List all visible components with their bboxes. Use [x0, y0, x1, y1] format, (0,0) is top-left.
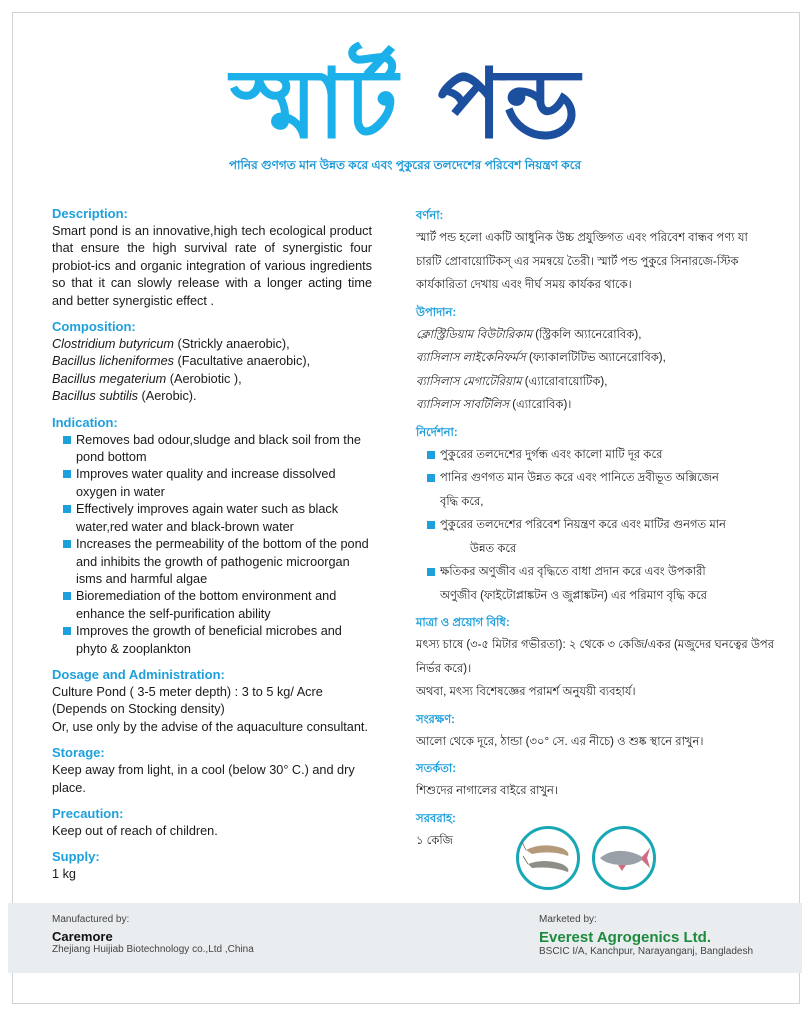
species-name: ব্যাসিলাস মেগাটেরিয়াম — [416, 375, 522, 388]
species-name: ব্যাসিলাস লাইকেনিফর্মস — [416, 352, 526, 364]
bullet-square-icon — [427, 521, 435, 529]
list-item — [52, 623, 372, 658]
dosage-text: মৎস্য চাষে (৩-৫ মিটার গভীরতা): ২ থেকে ৩ কেজি/একর (মজুদের ঘনত্বের উপর নির্ভর করে)। — [416, 639, 775, 675]
shrimp-icon — [516, 826, 580, 890]
composition-item — [416, 347, 776, 371]
marketer-name: Everest Agrogenics Ltd. — [539, 929, 711, 946]
dosage-text: Culture Pond ( 3-5 meter depth) : 3 to 5 kg/ Acre (Depends on Stocking density) — [52, 684, 323, 717]
list-item-text: পানির গুণগত মান উন্নত করে এবং পানিতে দ্রবীভূত অক্সিজেন — [440, 472, 719, 484]
list-item-continuation: উন্নত করে — [470, 542, 517, 555]
storage-text: আলো থেকে দূরে, ঠান্ডা (৩০° সে. এর নীচে) ও শুষ্ক স্থানে রাখুন। — [416, 735, 704, 748]
composition-item — [52, 388, 372, 405]
species-name: Bacillus megaterium — [52, 371, 167, 386]
bullet-square-icon — [63, 505, 71, 513]
list-item-text: পুকুরের তলদেশের পরিবেশ নিয়ন্ত্রণ করে এবং মাটির গুনগত মান — [440, 519, 726, 531]
section-heading: Description: — [52, 206, 128, 221]
dosage-alt-text: অথবা, মৎস্য বিশেষজ্ঞের পরামর্শ অনুযয়ী ব্যবহার্য। — [416, 686, 636, 698]
section-heading: উপাদান: — [416, 306, 457, 319]
species-note: (এ্যারোবিক)। — [509, 399, 572, 411]
species-note: (Aerobiotic ), — [166, 371, 242, 386]
precaution-text: Keep out of reach of children. — [52, 823, 218, 838]
list-item — [52, 588, 372, 623]
list-item — [52, 536, 372, 588]
section-heading: Storage: — [52, 745, 105, 761]
marketer-address: BSCIC I/A, Kanchpur, Narayanganj, Bangladesh — [539, 946, 754, 957]
title-part-pond: পন্ড — [437, 51, 580, 158]
english-column — [52, 205, 372, 892]
bullet-square-icon — [427, 568, 435, 576]
species-badges — [516, 826, 656, 890]
storage-text: Keep away from light, in a cool (below 30° C.) and dry place. — [52, 763, 355, 795]
list-item-text: Improves the growth of beneficial microbes and phyto & zooplankton — [76, 624, 342, 656]
indication-section — [416, 422, 776, 609]
supply-text: 1 kg — [52, 867, 76, 882]
species-note: (Facultative anaerobic), — [174, 354, 311, 369]
description-section — [52, 205, 372, 310]
fish-icon — [592, 826, 656, 890]
section-heading: Supply: — [52, 849, 100, 865]
section-heading: নির্দেশনা: — [416, 426, 458, 439]
composition-item — [52, 336, 372, 353]
species-name: Bacillus subtilis — [52, 389, 139, 404]
marketer-block — [539, 914, 753, 957]
composition-item — [52, 353, 372, 370]
section-heading: সরবরাহ: — [416, 812, 456, 825]
bullet-square-icon — [63, 436, 71, 444]
manufactured-by-label: Manufactured by: — [52, 914, 130, 925]
section-heading: মাত্রা ও প্রয়োগ বিধি: — [416, 617, 510, 629]
species-note: (এ্যারোবায়োটিক), — [521, 375, 608, 388]
title-part-smart: স্মার্ট — [230, 51, 398, 158]
supply-text: ১ কেজি — [416, 834, 453, 847]
product-title — [0, 40, 810, 170]
list-item — [416, 444, 776, 468]
composition-item — [416, 371, 776, 395]
list-item-text: Bioremediation of the bottom environment and enhance the self-purification ability — [76, 589, 337, 621]
composition-item — [416, 324, 776, 348]
section-heading: Composition: — [52, 319, 136, 335]
list-item-text: Effectively improves again water such as black water,red water and black-brown water — [76, 502, 339, 534]
marketed-by-label: Marketed by: — [539, 914, 597, 925]
list-item-text: ক্ষতিকর অণুজীব এর বৃদ্ধিতে বাধা প্রদান করে এবং উপকারী — [440, 566, 706, 578]
storage-section — [52, 744, 372, 797]
species-name: Bacillus licheniformes — [52, 354, 174, 369]
bullet-square-icon — [63, 627, 71, 635]
list-item-continuation: অণুজীব (ফাইটোপ্লাঙ্কটন ও জুপ্লাঙ্কটন) এর পরিমাণ বৃদ্ধি করে — [440, 589, 707, 602]
dosage-alt-text: Or, use only by the advise of the aquaculture consultant. — [52, 719, 368, 734]
bullet-square-icon — [427, 474, 435, 482]
composition-section — [52, 318, 372, 406]
bangla-column — [416, 205, 776, 857]
footer — [8, 903, 802, 973]
list-item-text: Removes bad odour,sludge and black soil from the pond bottom — [76, 432, 361, 465]
description-section — [416, 205, 776, 298]
list-item — [52, 501, 372, 536]
list-item-text: Increases the permeability of the bottom of the pond and inhibits the growth of pathogenic microorgan isms and harmful algae — [76, 537, 369, 586]
indication-section — [52, 414, 372, 658]
list-item-text: Improves water quality and increase dissolved oxygen in water — [76, 467, 336, 499]
section-heading: Dosage and Administration: — [52, 666, 225, 682]
section-heading: Indication: — [52, 414, 118, 430]
list-item — [416, 514, 776, 561]
list-item-continuation: বৃদ্ধি করে, — [440, 495, 484, 508]
species-note: (ফ্যাকালটিটিভ অ্যানেরোবিক), — [525, 352, 666, 364]
list-item — [416, 467, 776, 514]
dosage-section — [52, 666, 372, 736]
species-note: (স্ট্রিকলি অ্যানেরোবিক), — [532, 328, 642, 341]
species-note: (Strickly anaerobic), — [173, 337, 290, 352]
bullet-square-icon — [63, 540, 71, 548]
precaution-section — [416, 758, 776, 804]
supply-section — [52, 848, 372, 883]
section-heading: সতর্কতা: — [416, 763, 457, 775]
list-item — [52, 466, 372, 501]
list-item-text: পুকুরের তলদেশের দুর্গন্ধ এবং কালো মাটি দূর করে — [440, 448, 663, 461]
section-heading: Precaution: — [52, 805, 124, 821]
manufacturer-block — [52, 914, 254, 955]
species-note: (Aerobic). — [138, 389, 197, 404]
tagline: পানির গুণগত মান উন্নত করে এবং পুকুরের তলদেশের পরিবেশ নিয়ন্ত্রণ করে — [228, 158, 582, 172]
precaution-section — [52, 805, 372, 840]
bullet-square-icon — [63, 470, 71, 478]
species-name: ব্যাসিলাস সাবটিলিস — [416, 399, 509, 411]
list-item — [416, 561, 776, 608]
section-heading: বর্ণনা: — [416, 210, 444, 222]
composition-item — [52, 371, 372, 388]
bullet-square-icon — [427, 451, 435, 459]
bullet-square-icon — [63, 592, 71, 600]
species-name: Clostridium butyricum — [52, 337, 174, 352]
dosage-section — [416, 612, 776, 705]
storage-section — [416, 709, 776, 755]
species-name: ক্লোস্ট্রিডিয়াম বিউটারিকাম — [416, 328, 533, 341]
list-item — [52, 432, 372, 467]
composition-item — [416, 394, 776, 418]
section-heading: সংরক্ষণ: — [416, 713, 455, 726]
description-text: Smart pond is an innovative,high tech ecological product that ensure the high survival rate of synergistic four probiot-ics and organic integration of various ingredients so that it can slowly release with a longer acting time and better synergistic effect . — [52, 224, 372, 308]
manufacturer-name: Caremore — [52, 929, 113, 944]
precaution-text: শিশুদের নাগালের বাইরে রাখুন। — [416, 785, 559, 797]
manufacturer-address: Zhejiang Huijiab Biotechnology co.,Ltd ,China — [52, 944, 254, 955]
description-text: স্মার্ট পন্ড হলো একটি আধুনিক উচ্চ প্রযুক্তিগত এবং পরিবেশ বান্ধব পণ্য যা চারটি প্রোবায়োটিকস্ এর সমন্বয়ে তৈরী। স্মার্ট পন্ড পুকুরে সিনারজে-স্টিক কার্যকারিতা দেখায় এবং দীর্ঘ সময় কার্যকর থাকে। — [416, 232, 748, 291]
composition-section — [416, 302, 776, 418]
